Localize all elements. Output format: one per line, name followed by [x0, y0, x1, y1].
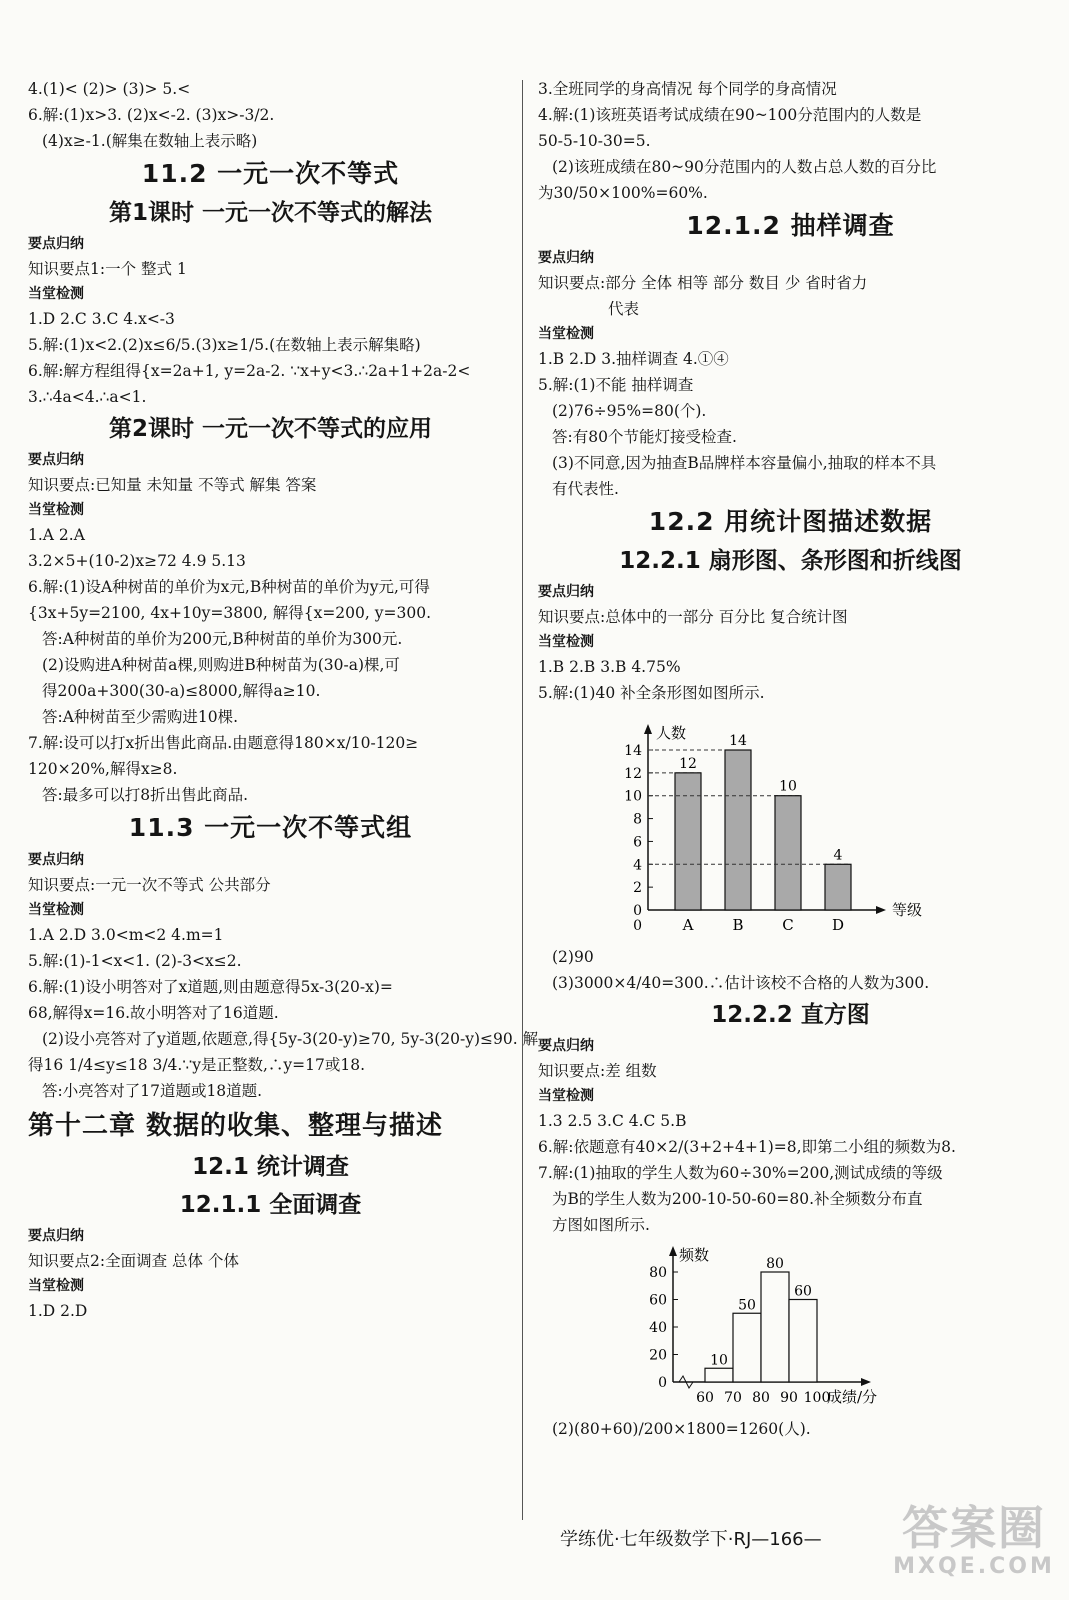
section-title-12-1-2: 12.1.2 抽样调查	[686, 211, 895, 240]
left-column	[28, 76, 539, 1324]
answer-line: 6.解:解方程组得{x=2a+1, y=2a-2. ∵x+y<3.∴2a+1+2a-2<	[28, 362, 471, 380]
answer-line: 得200a+300(30-a)≤8000,解得a≥10.	[42, 682, 321, 700]
bar-chart-grades	[538, 710, 1043, 940]
label-key-points: 要点归纳	[28, 1228, 84, 1244]
answer-line: 6.解:依题意有40×2/(3+2+4+1)=8,即第二小组的频数为8.	[538, 1138, 956, 1156]
histogram-bar	[705, 1368, 733, 1382]
answer-line: 120×20%,解得x≥8.	[28, 760, 178, 778]
y-tick-label: 14	[624, 743, 642, 759]
bar	[675, 773, 701, 910]
answer-line: 6.解:(1)x>3. (2)x<-2. (3)x>-3/2.	[28, 106, 275, 124]
bar-value-label: 80	[766, 1256, 784, 1272]
answer-line: 答:A种树苗至少需购进10棵.	[42, 708, 239, 726]
answer-line: 得16 1/4≤y≤18 3/4.∵y是正整数,∴y=17或18.	[28, 1056, 366, 1074]
label-key-points: 要点归纳	[28, 236, 84, 252]
label-class-test: 当堂检测	[538, 1088, 594, 1104]
answer-line: 1.A 2.A	[28, 526, 85, 544]
answer-line: 答:最多可以打8折出售此商品.	[42, 786, 249, 804]
histogram-bar	[761, 1272, 789, 1382]
y-tick-label: 80	[649, 1265, 667, 1281]
answer-line: 7.解:(1)抽取的学生人数为60÷30%=200,测试成绩的等级	[538, 1164, 943, 1182]
answer-line: 6.解:(1)设小明答对了x道题,则由题意得5x-3(20-x)=	[28, 978, 393, 996]
bar	[825, 864, 851, 910]
label-key-points: 要点归纳	[538, 584, 594, 600]
answer-line: 3.全班同学的身高情况 每个同学的身高情况	[538, 80, 837, 98]
histogram-bar	[733, 1313, 761, 1382]
answer-line: 知识要点2:全面调查 总体 个体	[28, 1252, 239, 1270]
bar-value-label: 4	[833, 847, 843, 864]
label-class-test: 当堂检测	[28, 902, 84, 918]
bar-value-label: 10	[710, 1352, 728, 1369]
answer-line: 50-5-10-30=5.	[538, 132, 651, 150]
answer-line: (4)x≥-1.(解集在数轴上表示略)	[42, 132, 258, 150]
answer-line: 1.B 2.B 3.B 4.75%	[538, 658, 681, 676]
x-axis-arrow	[876, 906, 886, 914]
x-axis-label: 等级	[892, 901, 923, 919]
y-axis-label: 频数	[679, 1246, 710, 1264]
bar	[725, 750, 751, 910]
answer-line: 1.D 2.C 3.C 4.x<-3	[28, 310, 175, 328]
watermark-logo	[889, 1502, 1059, 1592]
y-tick-label: 60	[649, 1292, 667, 1309]
answer-line: 有代表性.	[552, 480, 619, 498]
answer-line: 为B的学生人数为200-10-50-60=80.补全频数分布直	[552, 1190, 923, 1208]
answer-line: 知识要点:部分 全体 相等 部分 数目 少 省时省力	[538, 274, 868, 292]
answer-line: 5.解:(1)40 补全条形图如图所示.	[538, 684, 765, 702]
y-tick-label: 20	[649, 1347, 667, 1364]
section-title-12-1-1: 12.1.1 全面调查	[179, 1192, 362, 1218]
answer-line: 答:小亮答对了17道题或18道题.	[42, 1082, 263, 1100]
histogram-scores	[538, 1242, 1043, 1412]
lesson-title-1: 第1课时 一元一次不等式的解法	[108, 200, 432, 226]
answer-line: (3)3000×4/40=300.∴估计该校不合格的人数为300.	[552, 974, 930, 992]
bar-value-label: 12	[679, 755, 697, 772]
x-tick-label: B	[732, 916, 744, 934]
histogram-svg	[538, 1242, 1043, 1412]
answer-line: (2)(80+60)/200×1800=1260(人).	[552, 1420, 811, 1438]
section-title-12-2: 12.2 用统计图描述数据	[648, 507, 933, 536]
answer-line: (3)不同意,因为抽查B品牌样本容量偏小,抽取的样本不具	[552, 454, 937, 472]
answer-line: 3.∴4a<4.∴a<1.	[28, 388, 147, 406]
x-tick-label: 80	[752, 1390, 770, 1406]
answer-line: (2)该班成绩在80~90分范围内的人数占总人数的百分比	[552, 158, 937, 176]
answer-line: 7.解:设可以打x折出售此商品.由题意得180×x/10-120≥	[28, 734, 419, 752]
answer-line: 1.3 2.5 3.C 4.C 5.B	[538, 1112, 687, 1130]
answer-line: 答:有80个节能灯接受检查.	[552, 428, 737, 446]
answer-line: 知识要点:差 组数	[538, 1062, 657, 1080]
y-axis-label: 人数	[656, 724, 687, 742]
answer-line: 5.解:(1)x<2.(2)x≤6/5.(3)x≥1/5.(在数轴上表示解集略)	[28, 336, 421, 354]
label-class-test: 当堂检测	[28, 286, 84, 302]
section-title-12-2-1: 12.2.1 扇形图、条形图和折线图	[619, 548, 962, 574]
answer-line: 4.解:(1)该班英语考试成绩在90~100分范围内的人数是	[538, 106, 922, 124]
answer-line: (2)90	[552, 948, 594, 966]
label-key-points: 要点归纳	[538, 250, 594, 266]
x-tick-label: A	[682, 916, 694, 934]
y-axis-arrow	[644, 724, 652, 734]
answer-line: {3x+5y=2100, 4x+10y=3800, 解得{x=200, y=300.	[28, 604, 432, 622]
answer-line: 知识要点:总体中的一部分 百分比 复合统计图	[538, 608, 848, 626]
x-tick-label: 90	[780, 1390, 798, 1406]
answer-line: 5.解:(1)-1<x<1. (2)-3<x≤2.	[28, 952, 242, 970]
histogram-bar	[789, 1300, 817, 1383]
answer-line: 方图如图所示.	[552, 1216, 650, 1234]
lesson-title-2: 第2课时 一元一次不等式的应用	[108, 416, 432, 442]
answer-line: (2)设小亮答对了y道题,依题意,得{5y-3(20-y)≥70, 5y-3(20-y)≤90. 解	[42, 1030, 539, 1048]
label-class-test: 当堂检测	[28, 1278, 84, 1294]
y-tick-label: 0	[633, 903, 642, 919]
y-tick-label: 0	[658, 1375, 667, 1391]
right-column	[538, 76, 1043, 1442]
section-title-11-2: 11.2 一元一次不等式	[141, 159, 400, 188]
label-class-test: 当堂检测	[538, 326, 594, 342]
x-tick-label: 60	[696, 1390, 714, 1406]
label-key-points: 要点归纳	[538, 1038, 594, 1054]
label-key-points: 要点归纳	[28, 852, 84, 868]
answer-line: 68,解得x=16.故小明答对了16道题.	[28, 1004, 279, 1022]
answer-line: 为30/50×100%=60%.	[538, 184, 708, 202]
bar-value-label: 10	[779, 778, 797, 795]
answer-line: 1.B 2.D 3.抽样调查 4.①④	[538, 350, 729, 368]
x-tick-label: D	[831, 916, 845, 934]
y-tick-label: 12	[624, 765, 642, 782]
x-tick-label: 100	[803, 1390, 831, 1406]
answer-line: 知识要点:一元一次不等式 公共部分	[28, 876, 271, 894]
answer-line: (2)76÷95%=80(个).	[552, 402, 707, 420]
answer-line: 5.解:(1)不能 抽样调查	[538, 376, 694, 394]
bar-value-label: 60	[794, 1283, 812, 1300]
answer-line: 3.2×5+(10-2)x≥72 4.9 5.13	[28, 552, 246, 570]
bar-chart-svg	[538, 710, 1043, 940]
label-class-test: 当堂检测	[538, 634, 594, 650]
y-axis-arrow	[669, 1246, 677, 1256]
answer-line: 代表	[608, 300, 640, 318]
y-tick-label: 4	[633, 857, 642, 874]
y-tick-label: 8	[633, 811, 642, 828]
answer-line: 4.(1)< (2)> (3)> 5.<	[28, 80, 191, 98]
y-tick-label: 6	[633, 834, 642, 851]
x-axis-label: 成绩/分	[827, 1388, 878, 1406]
x-tick-label: 70	[724, 1390, 742, 1406]
answer-line: (2)设购进A种树苗a棵,则购进B种树苗为(30-a)棵,可	[42, 656, 400, 674]
column-divider	[522, 80, 523, 1520]
section-title-12-2-2: 12.2.2 直方图	[711, 1002, 870, 1028]
answer-line: 知识要点:已知量 未知量 不等式 解集 答案	[28, 476, 317, 494]
y-tick-label: 40	[649, 1320, 667, 1336]
answer-line: 6.解:(1)设A种树苗的单价为x元,B种树苗的单价为y元,可得	[28, 578, 430, 596]
label-key-points: 要点归纳	[28, 452, 84, 468]
bar-value-label: 50	[738, 1297, 756, 1314]
watermark-text: 答案圈	[902, 1501, 1046, 1555]
section-title-12-1: 12.1 统计调查	[192, 1154, 349, 1180]
label-class-test: 当堂检测	[28, 502, 84, 518]
answer-line: 1.D 2.D	[28, 1302, 88, 1320]
y-tick-label: 10	[624, 788, 642, 805]
origin-label: 0	[633, 918, 642, 934]
bar	[775, 796, 801, 910]
page-footer: 学练优·七年级数学下·RJ—166—	[560, 1529, 822, 1550]
section-title-11-3: 11.3 一元一次不等式组	[128, 813, 413, 842]
x-tick-label: C	[782, 916, 794, 934]
answer-line: 答:A种树苗的单价为200元,B种树苗的单价为300元.	[42, 630, 403, 648]
y-tick-label: 2	[633, 880, 642, 897]
watermark-url: MXQE.COM	[893, 1554, 1055, 1579]
bar-value-label: 14	[729, 733, 747, 749]
answer-line: 知识要点1:一个 整式 1	[28, 260, 187, 278]
chapter-title-12: 第十二章 数据的收集、整理与描述	[28, 1111, 444, 1141]
x-axis-arrow	[861, 1378, 871, 1386]
answer-line: 1.A 2.D 3.0<m<2 4.m=1	[28, 926, 224, 944]
